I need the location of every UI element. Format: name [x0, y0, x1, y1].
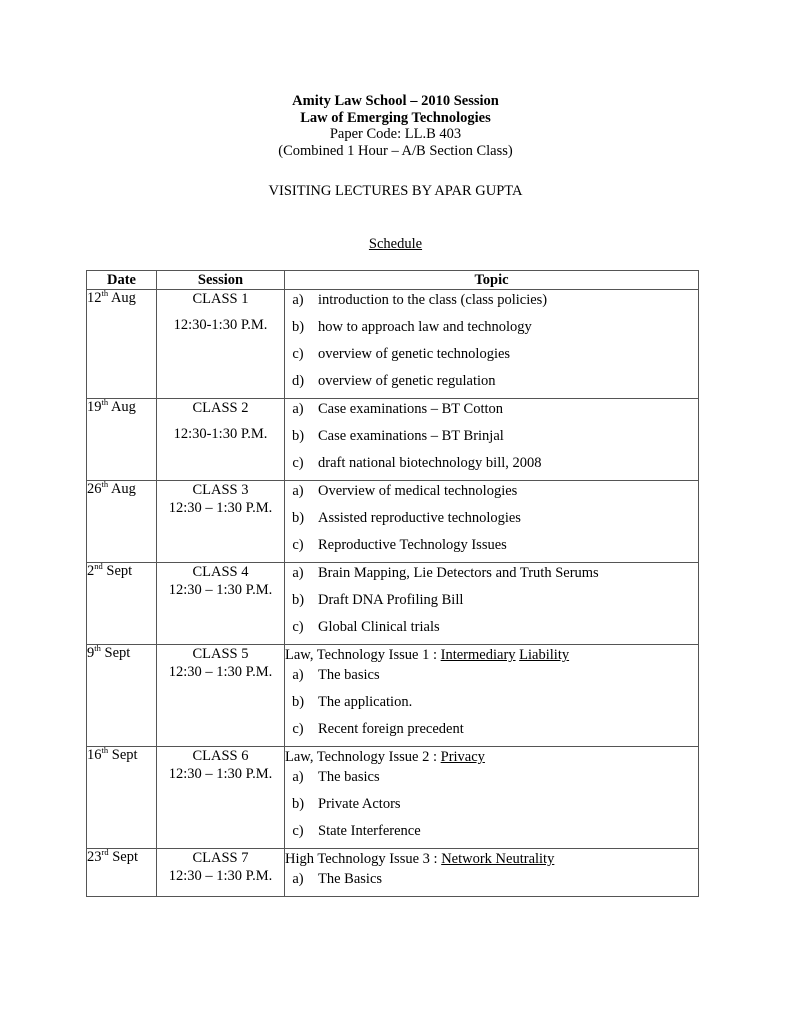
topic-item-text: Draft DNA Profiling Bill [318, 592, 464, 608]
topic-item-text: draft national biotechnology bill, 2008 [318, 455, 542, 471]
topic-item-label: b) [291, 694, 305, 710]
topic-item [285, 563, 698, 590]
topic-item-label: b) [291, 592, 305, 608]
topic-item-label: b) [291, 319, 305, 335]
date-ordinal-suffix: th [101, 745, 109, 755]
topic-item-text: how to approach law and technology [318, 319, 532, 335]
issue-prefix: High Technology Issue 3 : [285, 851, 442, 867]
topic-item-label: a) [292, 401, 304, 417]
topic-item-text: The Basics [318, 871, 383, 887]
session-cell [157, 849, 285, 897]
date-month: Aug [108, 290, 136, 306]
topic-item-label: a) [292, 769, 304, 785]
topic-item-label: a) [292, 565, 304, 581]
topic-item [285, 719, 698, 746]
topic-item-text: Assisted reproductive technologies [318, 510, 521, 526]
issue-prefix: Law, Technology Issue 2 : [285, 749, 441, 765]
class-label: CLASS 5 [192, 646, 249, 662]
document-header [0, 93, 791, 159]
topic-item [285, 767, 698, 794]
date-ordinal-suffix: th [101, 397, 109, 407]
topic-item [285, 344, 698, 371]
session-cell [157, 563, 285, 645]
visiting-lectures-heading: VISITING LECTURES BY APAR GUPTA [268, 183, 523, 199]
table-row [87, 645, 699, 747]
issue-title: Intermediary [440, 647, 516, 663]
topic-item-text: Reproductive Technology Issues [318, 537, 507, 553]
date-cell [87, 481, 157, 563]
date-day: 23 [87, 849, 102, 865]
topic-item-label: c) [292, 619, 304, 635]
topic-item [285, 371, 698, 398]
topic-item-label: c) [292, 455, 304, 471]
table-row [87, 747, 699, 849]
topic-item-text: Recent foreign precedent [318, 721, 464, 737]
date-ordinal-suffix: th [94, 643, 101, 653]
topic-item-label: a) [292, 667, 304, 683]
date-ordinal-suffix: rd [101, 847, 109, 857]
table-row [87, 563, 699, 645]
session-cell [157, 645, 285, 747]
topic-issue-heading [285, 849, 698, 869]
schedule-table [86, 270, 699, 897]
date-month: Sept [100, 645, 131, 661]
class-label: CLASS 4 [192, 564, 249, 580]
schedule-heading: Schedule [368, 236, 423, 252]
topic-item-label: d) [291, 373, 305, 389]
topic-item [285, 290, 698, 317]
date-cell [87, 290, 157, 399]
topic-issue-heading [285, 645, 698, 665]
issue-title: Liability [519, 647, 570, 663]
table-row [87, 481, 699, 563]
class-time: 12:30 – 1:30 P.M. [168, 868, 273, 884]
topic-item-text: The basics [318, 667, 380, 683]
session-cell [157, 290, 285, 399]
topic-item-label: a) [292, 871, 304, 887]
school-title: Amity Law School – 2010 Session [292, 93, 499, 109]
topic-item-text: introduction to the class (class policies) [318, 292, 548, 308]
date-cell [87, 849, 157, 897]
header-date: Date [87, 271, 157, 290]
topic-item-text: The application. [318, 694, 413, 710]
topic-item-label: c) [292, 823, 304, 839]
topic-item-text: Case examinations – BT Brinjal [318, 428, 504, 444]
class-format: (Combined 1 Hour – A/B Section Class) [278, 142, 513, 159]
table-row [87, 399, 699, 481]
date-day: 19 [87, 399, 102, 415]
class-time: 12:30 – 1:30 P.M. [168, 766, 273, 782]
topic-item [285, 535, 698, 562]
topic-item-text: Global Clinical trials [318, 619, 440, 635]
topic-item-label: b) [291, 428, 305, 444]
class-time: 12:30-1:30 P.M. [173, 317, 268, 333]
topic-item [285, 590, 698, 617]
class-time: 12:30-1:30 P.M. [173, 426, 268, 442]
topic-item [285, 481, 698, 508]
session-cell [157, 747, 285, 849]
date-month: Sept [108, 747, 138, 763]
topic-item [285, 869, 698, 896]
issue-title: Network Neutrality [441, 851, 555, 867]
class-label: CLASS 6 [192, 748, 249, 764]
topic-item [285, 617, 698, 644]
topic-item-label: c) [292, 721, 304, 737]
topic-item-text: State Interference [318, 823, 421, 839]
date-day: 2 [87, 563, 95, 579]
class-label: CLASS 7 [192, 850, 249, 866]
table-header-row [87, 271, 699, 290]
table-row [87, 849, 699, 897]
course-title: Law of Emerging Technologies [300, 109, 491, 126]
topic-cell [285, 481, 699, 563]
topic-item-label: c) [292, 537, 304, 553]
date-ordinal-suffix: th [101, 288, 109, 298]
topic-cell [285, 290, 699, 399]
topic-issue-heading [285, 747, 698, 767]
date-ordinal-suffix: nd [94, 561, 103, 571]
topic-cell [285, 399, 699, 481]
class-time: 12:30 – 1:30 P.M. [168, 664, 273, 680]
date-day: 12 [87, 290, 102, 306]
topic-item [285, 317, 698, 344]
session-cell [157, 399, 285, 481]
topic-item [285, 821, 698, 848]
class-label: CLASS 3 [192, 482, 249, 498]
date-day: 16 [87, 747, 102, 763]
class-time: 12:30 – 1:30 P.M. [168, 500, 273, 516]
topic-cell [285, 645, 699, 747]
header-topic: Topic [285, 271, 699, 290]
date-cell [87, 563, 157, 645]
topic-item-text: overview of genetic regulation [318, 373, 496, 389]
topic-item-text: overview of genetic technologies [318, 346, 511, 362]
topic-cell [285, 563, 699, 645]
topic-item-text: Brain Mapping, Lie Detectors and Truth Serums [318, 565, 599, 581]
topic-item-text: Private Actors [318, 796, 401, 812]
issue-title: Privacy [440, 749, 485, 765]
topic-item-label: c) [292, 346, 304, 362]
class-time: 12:30 – 1:30 P.M. [168, 582, 273, 598]
issue-prefix: Law, Technology Issue 1 : [285, 647, 441, 663]
date-cell [87, 645, 157, 747]
header-session: Session [157, 271, 285, 290]
date-ordinal-suffix: th [101, 479, 109, 489]
topic-item-label: b) [291, 510, 305, 526]
class-label: CLASS 2 [192, 400, 249, 416]
date-month: Sept [102, 563, 133, 579]
date-day: 9 [87, 645, 95, 661]
class-label: CLASS 1 [192, 291, 249, 307]
topic-item-text: Case examinations – BT Cotton [318, 401, 503, 417]
topic-item-label: b) [291, 796, 305, 812]
date-day: 26 [87, 481, 102, 497]
topic-item [285, 399, 698, 426]
date-cell [87, 399, 157, 481]
session-cell [157, 481, 285, 563]
topic-item [285, 692, 698, 719]
topic-item [285, 665, 698, 692]
date-month: Aug [108, 481, 136, 497]
topic-item-label: a) [292, 292, 304, 308]
paper-code: Paper Code: LL.B 403 [329, 126, 462, 142]
topic-item-label: a) [292, 483, 304, 499]
topic-cell [285, 747, 699, 849]
table-row [87, 290, 699, 399]
topic-item-text: Overview of medical technologies [318, 483, 518, 499]
topic-item-text: The basics [318, 769, 380, 785]
date-month: Aug [108, 399, 136, 415]
topic-item [285, 794, 698, 821]
topic-cell [285, 849, 699, 897]
date-cell [87, 747, 157, 849]
topic-item [285, 508, 698, 535]
date-month: Sept [108, 849, 138, 865]
topic-item [285, 453, 698, 480]
topic-item [285, 426, 698, 453]
